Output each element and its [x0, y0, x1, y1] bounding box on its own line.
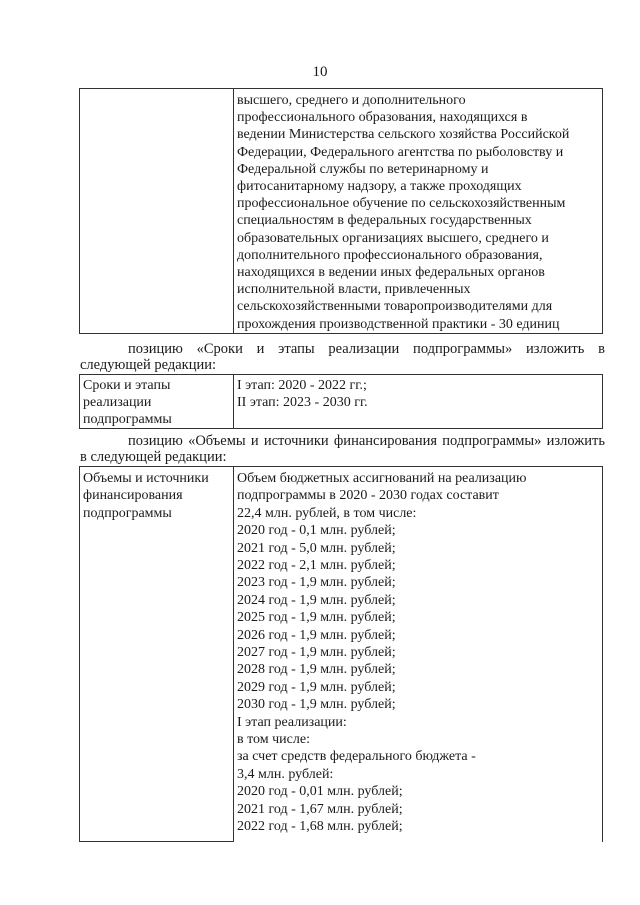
table1-line: сельскохозяйственными товаропроизводителями для — [237, 299, 553, 315]
table3-line: 2028 год - 1,9 млн. рублей; — [237, 662, 396, 678]
table3-line: 2022 год - 1,68 млн. рублей; — [237, 819, 403, 834]
table2-left-line: Сроки и этапы — [83, 378, 171, 393]
table3-line: 2029 год - 1,9 млн. рублей; — [237, 679, 396, 695]
table3-line: I этап реализации: — [237, 714, 347, 730]
table3-line: 2027 год - 1,9 млн. рублей; — [237, 645, 396, 660]
table3-right-cell — [233, 466, 603, 842]
table2-left-line: подпрограммы — [83, 412, 172, 428]
table2-right-cell — [233, 374, 603, 429]
table1-line: образовательных организациях высшего, среднего и — [237, 230, 549, 246]
table1-line: Федерации, Федерального агентства по рыболовству и — [237, 144, 564, 160]
paragraph-obem-line2: в следующей редакции: — [80, 449, 227, 465]
table3-left-line: Объемы и источники — [83, 471, 209, 486]
table1-line: Федеральной службы по ветеринарному и — [237, 161, 489, 177]
table1-line: профессионального образования, находящихся в — [237, 110, 528, 126]
table2-left-line: реализации — [83, 395, 152, 411]
table1-line: специальностям в федеральных государственных — [237, 213, 532, 229]
table3-line: 2030 год - 1,9 млн. рублей; — [237, 697, 396, 713]
table1-line: находящихся в ведении иных федеральных органов — [237, 265, 545, 280]
table3-line: 2021 год - 1,67 млн. рублей; — [237, 801, 403, 817]
table1-line: высшего, среднего и дополнительного — [237, 93, 466, 108]
table2-right-line: I этап: 2020 - 2022 гг.; — [237, 378, 367, 393]
table1-line: фитосанитарному надзору, а также проходящих — [237, 179, 522, 194]
table2-right-line: II этап: 2023 - 2030 гг. — [237, 395, 368, 411]
table1-line: ведении Министерства сельского хозяйства Российской — [237, 127, 570, 143]
table3-line: 2023 год - 1,9 млн. рублей; — [237, 575, 396, 591]
table1-line: профессиональное обучение по сельскохозяйственным — [237, 196, 566, 212]
table3-left-cell — [79, 466, 234, 842]
paragraph-srok-line2: следующей редакции: — [80, 357, 217, 373]
table3-line: за счет средств федерального бюджета - — [237, 749, 476, 765]
table3-line: в том числе: — [237, 732, 310, 747]
table3-line: 2024 год - 1,9 млн. рублей; — [237, 592, 396, 608]
table3-line: 2020 год - 0,01 млн. рублей; — [237, 784, 403, 800]
table3-left-line: подпрограммы — [83, 505, 172, 521]
table3-line: Объем бюджетных ассигнований на реализацию — [237, 471, 527, 486]
table3-line: 22,4 млн. рублей, в том числе: — [237, 505, 417, 521]
table1-right-cell — [233, 88, 603, 334]
table1-line: прохождения производственной практики - 30 единиц — [237, 316, 560, 332]
table3-line: 2022 год - 2,1 млн. рублей; — [237, 558, 396, 573]
table1-left-cell — [79, 88, 234, 334]
table2-left-cell — [79, 374, 234, 429]
table3-line: 2025 год - 1,9 млн. рублей; — [237, 610, 396, 626]
table3-line: подпрограммы в 2020 - 2030 годах составит — [237, 488, 499, 504]
table3-line: 2021 год - 5,0 млн. рублей; — [237, 540, 396, 556]
paragraph-srok-line1: позицию «Сроки и этапы реализации подпрограммы» изложить в — [128, 341, 605, 357]
table1-line: исполнительной власти, привлеченных — [237, 282, 471, 298]
table3-left-line: финансирования — [83, 488, 183, 504]
table3-line: 2020 год - 0,1 млн. рублей; — [237, 523, 396, 539]
table3-line: 2026 год - 1,9 млн. рублей; — [237, 627, 396, 643]
paragraph-obem-line1: позицию «Объемы и источники финансирования подпрограммы» изложить — [128, 433, 605, 449]
page-number: 10 — [312, 64, 328, 80]
table1-line: дополнительного профессионального образования, — [237, 247, 543, 263]
table3-line: 3,4 млн. рублей: — [237, 766, 334, 782]
